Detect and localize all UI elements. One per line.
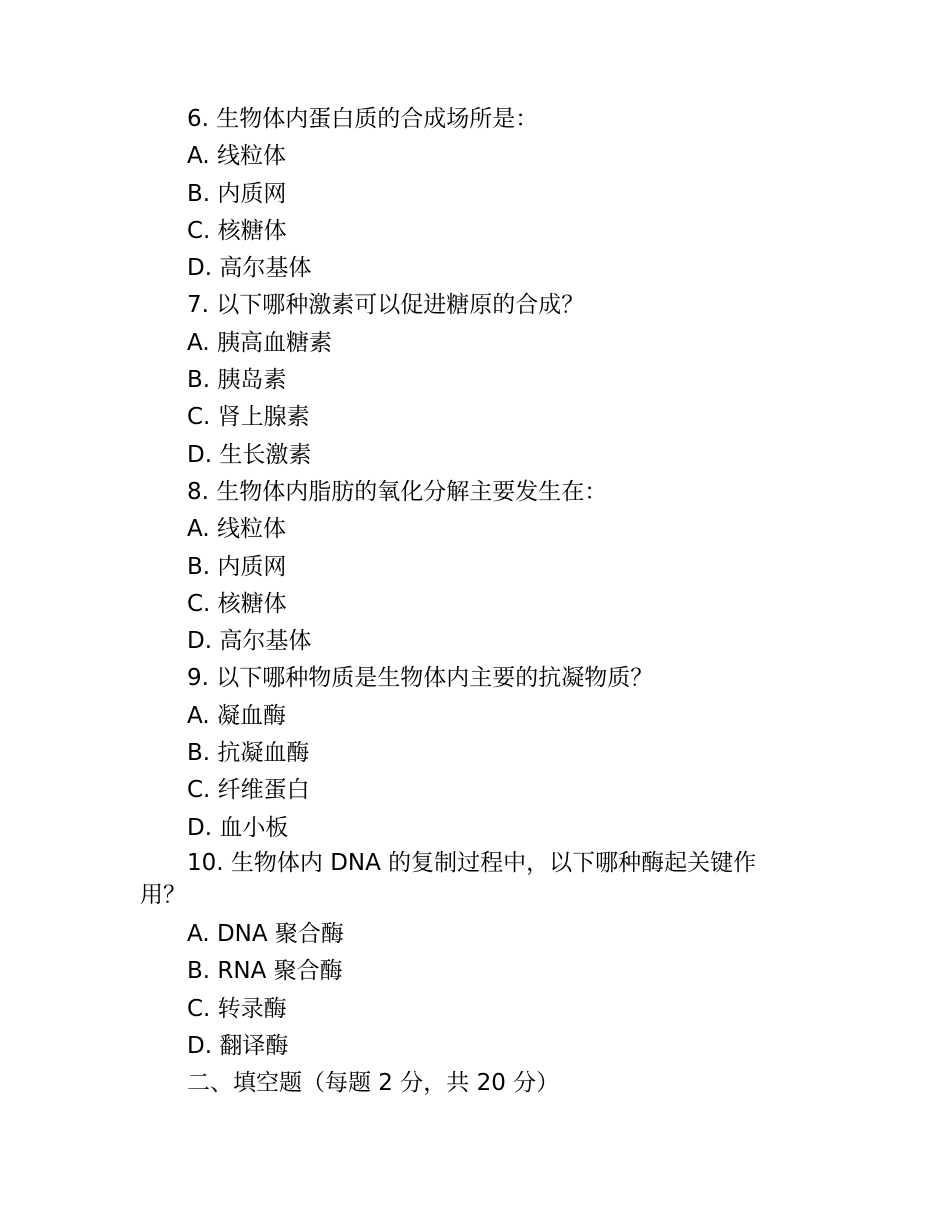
option-a: A. 线粒体 — [187, 516, 286, 543]
question-10 — [140, 847, 795, 1065]
option-c: C. 核糖体 — [187, 217, 287, 244]
option-b: B. 抗凝血酶 — [187, 740, 310, 767]
option-d: D. 翻译酶 — [187, 1032, 289, 1059]
option-b: B. 内质网 — [187, 180, 287, 207]
option-b: B. 胰岛素 — [187, 367, 287, 394]
question-stem: 6. 生物体内蛋白质的合成场所是： — [187, 106, 539, 132]
option-a: A. 线粒体 — [187, 143, 286, 170]
question-8 — [140, 474, 795, 660]
option-c: C. 纤维蛋白 — [187, 777, 310, 804]
document-page — [140, 101, 795, 1102]
option-c: C. 肾上腺素 — [187, 404, 310, 431]
option-c: C. 核糖体 — [187, 590, 287, 617]
question-stem: 8. 生物体内脂肪的氧化分解主要发生在： — [187, 478, 608, 505]
option-b: B. RNA 聚合酶 — [187, 958, 343, 985]
option-a: A. DNA 聚合酶 — [187, 920, 344, 947]
question-9 — [140, 660, 795, 846]
option-b: B. 内质网 — [187, 553, 287, 580]
option-c: C. 转录酶 — [187, 995, 287, 1022]
option-d: D. 高尔基体 — [187, 255, 312, 282]
section-heading: 二、填空题（每题 2 分，共 20 分） — [187, 1070, 560, 1097]
question-6 — [140, 101, 795, 287]
option-a: A. 胰高血糖素 — [187, 329, 332, 356]
option-a: A. 凝血酶 — [187, 702, 286, 729]
option-d: D. 生长激素 — [187, 441, 312, 468]
question-stem: 10. 生物体内 DNA 的复制过程中，以下哪种酶起关键作用？ — [140, 849, 757, 908]
question-stem: 7. 以下哪种激素可以促进糖原的合成？ — [187, 292, 585, 319]
option-d: D. 血小板 — [187, 814, 289, 841]
question-stem: 9. 以下哪种物质是生物体内主要的抗凝物质？ — [187, 665, 654, 692]
option-d: D. 高尔基体 — [187, 628, 312, 655]
question-7 — [140, 287, 795, 473]
